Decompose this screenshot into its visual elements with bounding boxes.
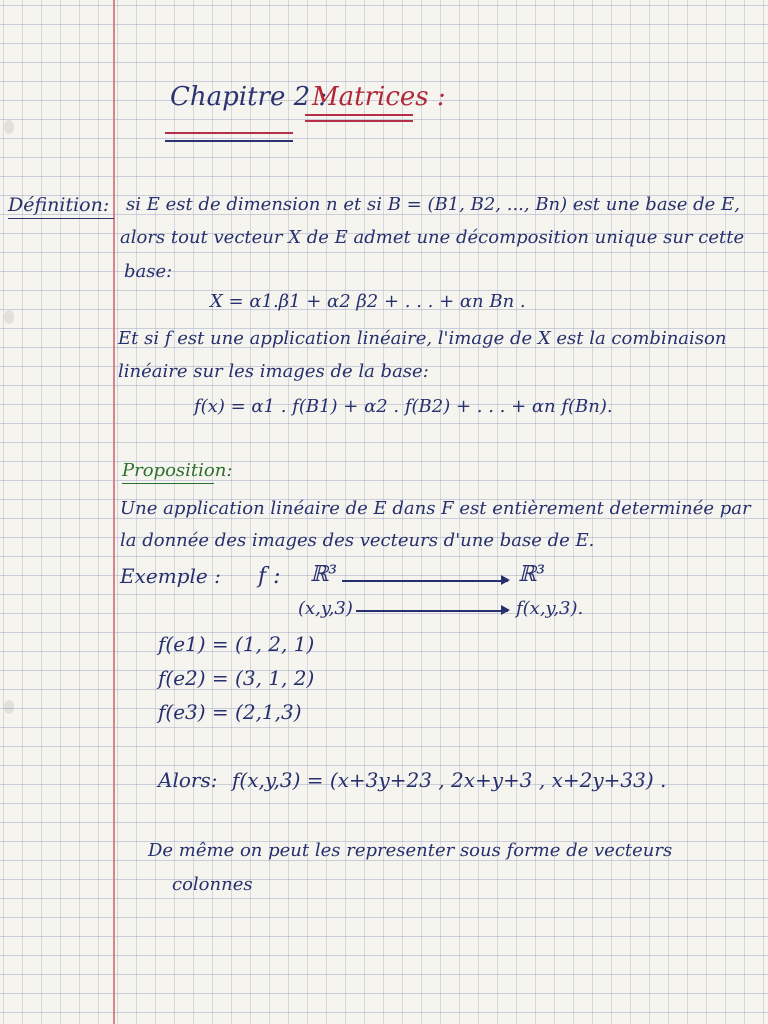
basis-image: f(e1) = (1, 2, 1) bbox=[158, 632, 315, 656]
element-arrow bbox=[356, 610, 508, 612]
proposition-line: la donnée des images des vecteurs d'une base de E. bbox=[120, 530, 595, 551]
result-label: Alors: bbox=[158, 768, 218, 792]
map-name: f : bbox=[258, 564, 281, 589]
binder-hole bbox=[4, 310, 14, 324]
definition-line: linéaire sur les images de la base: bbox=[118, 361, 429, 382]
proposition-line: Une application linéaire de E dans F est entièrement determinée par bbox=[120, 498, 751, 519]
domain-set: ℝ³ bbox=[310, 562, 338, 587]
topic-title: Matrices : bbox=[312, 82, 446, 112]
title-underline bbox=[165, 132, 293, 134]
binder-hole bbox=[4, 120, 14, 134]
definition-line: base: bbox=[124, 261, 173, 282]
formula: X = α1.β1 + α2 β2 + . . . + αn Bn . bbox=[210, 291, 526, 312]
chapter-title: Chapitre 2 : bbox=[170, 82, 328, 112]
closing-line: colonnes bbox=[172, 874, 253, 895]
formula: f(x) = α1 . f(B1) + α2 . f(B2) + . . . + αn f(Bn). bbox=[194, 396, 613, 417]
result-formula: f(x,y,3) = (x+3y+23 , 2x+y+3 , x+2y+33) . bbox=[232, 768, 667, 792]
binder-hole bbox=[4, 700, 14, 714]
basis-image: f(e3) = (2,1,3) bbox=[158, 700, 302, 724]
element-image: f(x,y,3). bbox=[516, 598, 584, 619]
definition-line: Et si f est une application linéaire, l'image de X est la combinaison bbox=[118, 328, 727, 349]
margin-line bbox=[113, 0, 115, 1024]
proposition-underline bbox=[122, 483, 214, 484]
proposition-label: Proposition: bbox=[122, 460, 233, 481]
basis-image: f(e2) = (3, 1, 2) bbox=[158, 666, 315, 690]
closing-line: De même on peut les representer sous forme de vecteurs bbox=[148, 840, 673, 861]
topic-underline bbox=[305, 114, 413, 116]
codomain-set: ℝ³ bbox=[518, 562, 546, 587]
title-underline bbox=[165, 140, 293, 142]
definition-label: Définition: bbox=[8, 194, 110, 216]
example-label: Exemple : bbox=[120, 564, 221, 588]
definition-line: alors tout vecteur X de E admet une décomposition unique sur cette bbox=[120, 227, 745, 248]
topic-underline bbox=[305, 120, 413, 122]
element: (x,y,3) bbox=[298, 598, 353, 619]
definition-underline bbox=[8, 218, 114, 219]
definition-line: si E est de dimension n et si B = (B1, B2, ..., Bn) est une base de E, bbox=[126, 194, 740, 215]
map-arrow bbox=[342, 580, 508, 582]
